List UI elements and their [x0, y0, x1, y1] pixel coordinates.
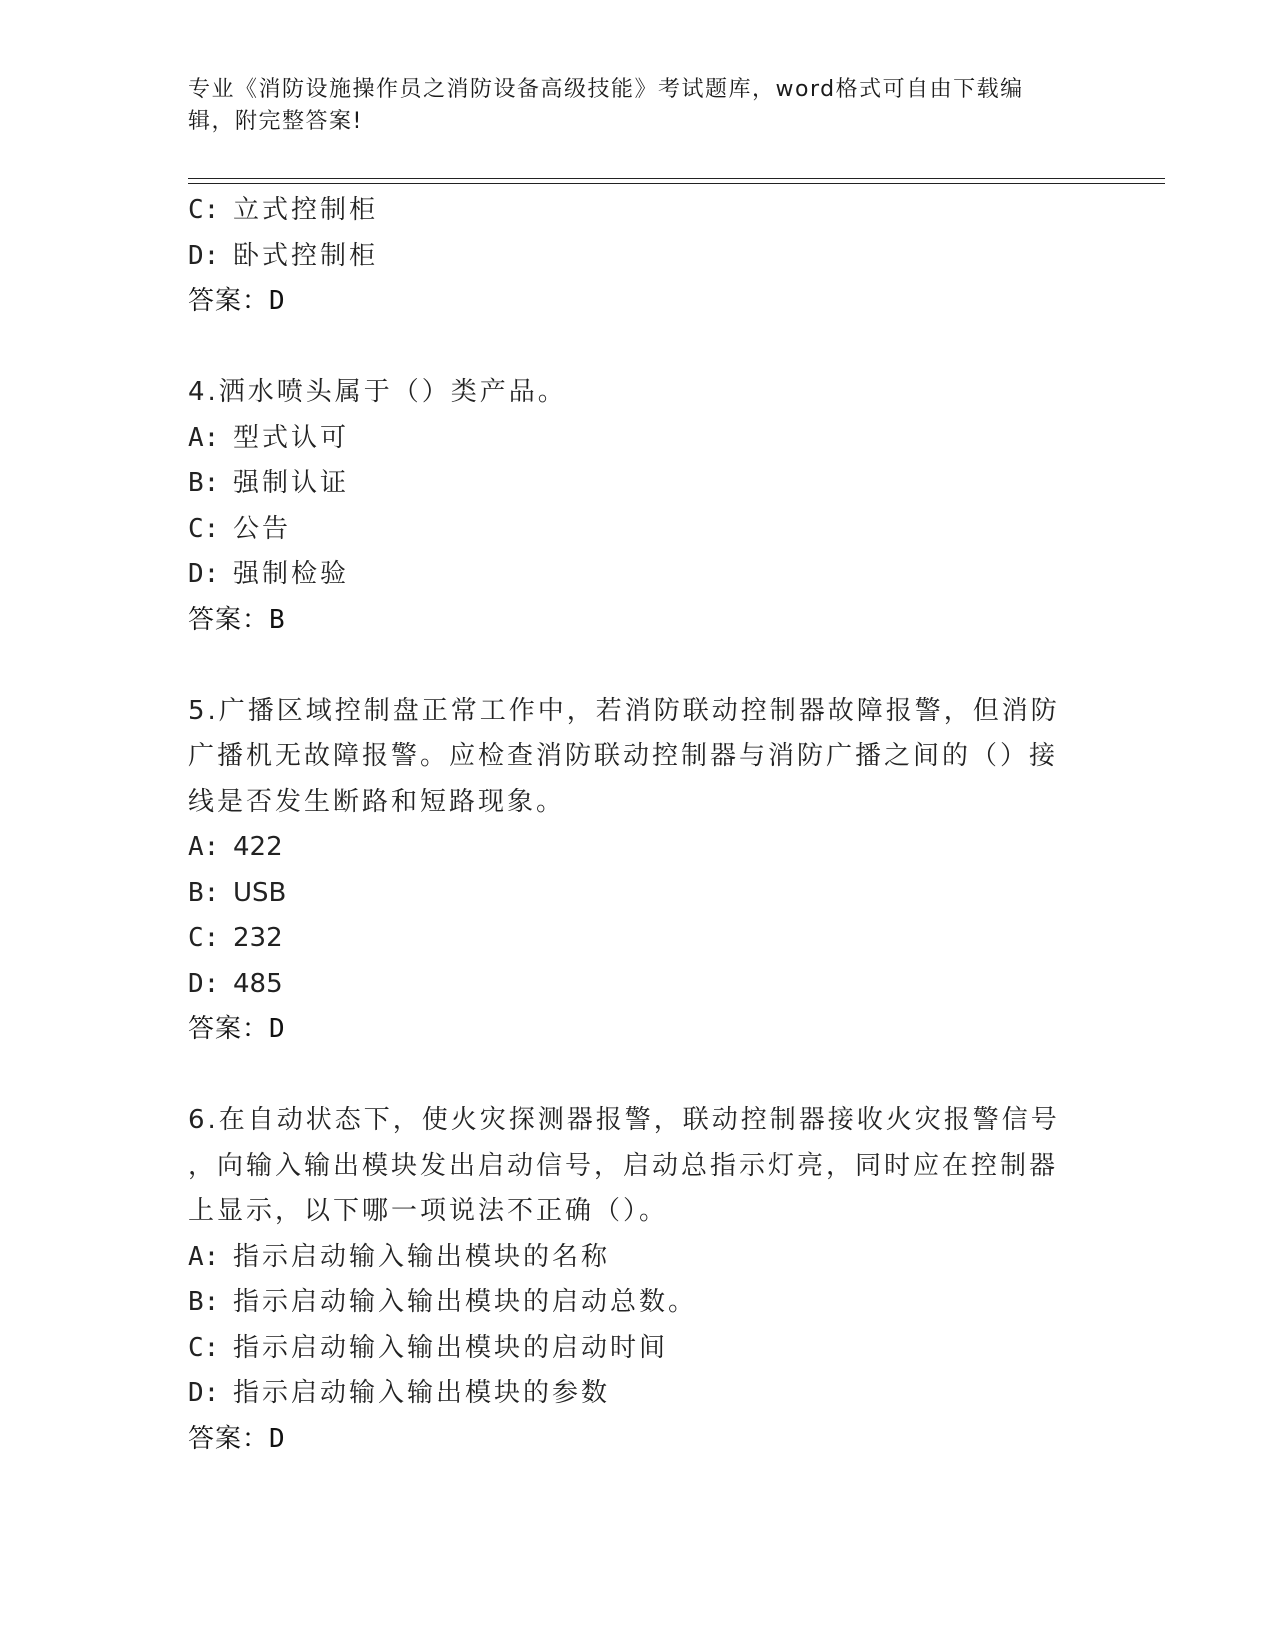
option-b: B: 强制认证 [188, 468, 350, 498]
document-header: 专业《消防设施操作员之消防设备高级技能》考试题库，word格式可自由下载编辑，附完整答案! [188, 77, 1024, 134]
question-content [188, 188, 1088, 1462]
question-block-4 [188, 370, 1088, 643]
option-c: C: 公告 [188, 513, 292, 544]
option-d: D: 485 [188, 968, 283, 999]
answer-line: 答案：B [188, 604, 286, 635]
option-c: C: 232 [188, 923, 283, 953]
spacer [188, 1053, 1088, 1099]
option-d: D: 卧式控制柜 [188, 240, 379, 271]
option-d: D: 指示启动输入输出模块的参数 [188, 1378, 611, 1408]
question-stem-line-3: 线是否发生断路和短路现象。 [188, 786, 566, 817]
option-d: D: 强制检验 [188, 559, 350, 589]
option-c: C: 指示启动输入输出模块的启动时间 [188, 1332, 669, 1363]
option-a: A: 422 [188, 832, 283, 862]
question-block-prev [188, 188, 1088, 325]
answer-line: 答案：D [188, 1014, 286, 1044]
question-stem-line-3: 上显示，以下哪一项说法不正确（）。 [188, 1196, 669, 1226]
header-divider-bottom [188, 183, 1165, 184]
question-stem-line-1: 6.在自动状态下，使火灾探测器报警，联动控制器接收火灾报警信号 [188, 1105, 1060, 1135]
option-a: A: 指示启动输入输出模块的名称 [188, 1241, 611, 1272]
question-block-6 [188, 1098, 1088, 1462]
question-stem: 4.洒水喷头属于（）类产品。 [188, 377, 567, 407]
question-stem-line-1: 5.广播区域控制盘正常工作中，若消防联动控制器故障报警，但消防 [188, 695, 1060, 726]
answer-line: 答案：D [188, 1423, 286, 1454]
spacer [188, 643, 1088, 689]
option-a: A: 型式认可 [188, 422, 350, 453]
question-stem-line-2: 广播机无故障报警。应检查消防联动控制器与消防广播之间的（）接 [188, 741, 1059, 771]
question-stem-line-2: ，向输入输出模块发出启动信号，启动总指示灯亮，同时应在控制器 [188, 1150, 1059, 1181]
spacer [188, 325, 1088, 371]
question-block-5 [188, 689, 1088, 1053]
header-divider-top [188, 178, 1165, 179]
option-b: B: USB [188, 877, 287, 908]
option-c: C: 立式控制柜 [188, 195, 379, 225]
answer-line: 答案：D [188, 286, 286, 316]
option-b: B: 指示启动输入输出模块的启动总数。 [188, 1287, 698, 1317]
